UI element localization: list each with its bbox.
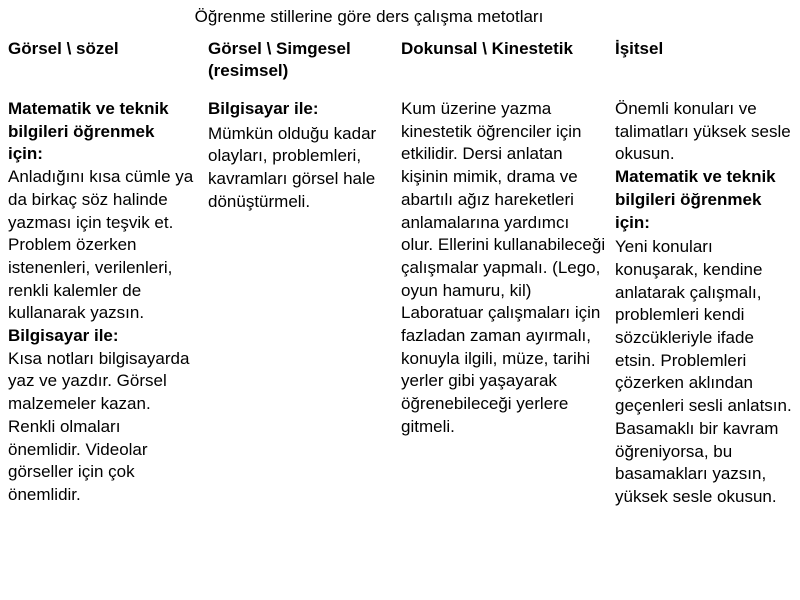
column-visual-symbolic [208,38,388,214]
column-body [208,98,388,214]
column-body [401,98,606,439]
column-body [615,98,797,509]
column-header: İşitsel [615,39,664,58]
paragraph: Önemli konuları ve talimatları yüksek sesle okusun. [615,99,791,164]
column-body [8,98,194,507]
column-header: Görsel \ Simgesel (resimsel) [208,39,351,80]
column-auditory [615,38,797,509]
page-title: Öğrenme stillerine göre ders çalışma metotları [194,7,544,26]
paragraph: Kısa notları bilgisayarda yaz ve yazdır. Görsel malzemeler kazan. Renkli olmaları önemlidir. Videolar görseller için çok önemlidir. [8,348,190,504]
paragraph: Kum üzerine yazma kinestetik öğrenciler için etkilidir. Dersi anlatan kişinin mimik, drama ve abartılı ağız hareketleri anlamalarına yardımcı olur. Ellerini kullanabileceği çalışmalar yapmalı. (Lego, oyun hamuru, kil) Laboratuar çalışmaları için fazladan zaman ayırmalı, konuyla ilgili, müze, tarihi yerler gibi yaşayarak öğrenebileceği yerlere gitmeli. [401,99,606,436]
paragraph: Anladığını kısa cümle ya da birkaç söz halinde yazması için teşvik et. Problem özerken istenenleri, verilenleri, renkli kalemler de kullanarak yazsın. [8,167,194,323]
subheading: Bilgisayar ile: [8,326,119,346]
paragraph: Yeni konuları konuşarak, kendine anlatarak çalışmalı, problemleri kendi sözcükleriyle ifade etsin. Problemleri çözerken aklından geçenleri sesli anlatsın. Basamaklı bir kavram öğreniyorsa, bu basamakları yazsın, yüksek sesle okusun. [615,237,792,506]
subheading: Matematik ve teknik bilgileri öğrenmek için: [8,99,169,164]
subheading: Bilgisayar ile: [208,99,319,118]
paragraph: Mümkün olduğu kadar olayları, problemleri, kavramları görsel hale dönüştürmeli. [208,123,377,211]
column-visual-verbal [8,38,194,507]
column-header: Görsel \ sözel [8,39,119,58]
column-header: Dokunsal \ Kinestetik [401,39,573,58]
subheading: Matematik ve teknik bilgileri öğrenmek için: [615,167,776,232]
column-tactile-kinesthetic [401,38,606,439]
